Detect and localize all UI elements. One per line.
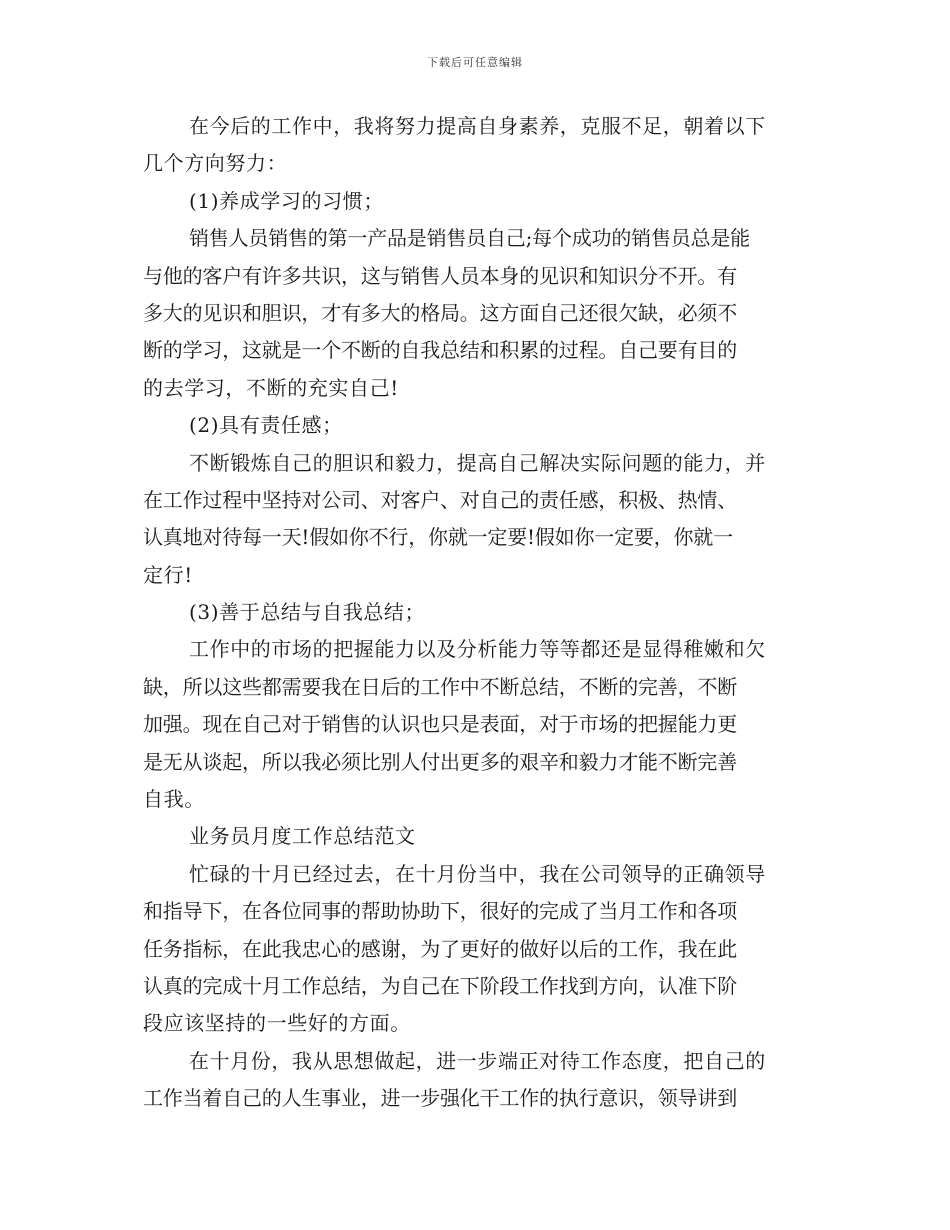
paragraph-line: 与他的客户有许多共识，这与销售人员本身的见识和知识分不开。有 <box>143 263 737 288</box>
paragraph-line: 在工作过程中坚持对公司、对客户、对自己的责任感，积极、热情、 <box>143 487 737 512</box>
list-heading: (3)善于总结与自我总结； <box>189 600 426 625</box>
paragraph-line: 断的学习，这就是一个不断的自我总结和积累的过程。自己要有目的 <box>143 338 737 363</box>
paragraph-line: 认真地对待每一天!假如你不行，你就一定要!假如你一定要，你就一 <box>143 525 733 550</box>
paragraph-line: 和指导下，在各位同事的帮助协助下，很好的完成了当月工作和各项 <box>143 899 737 924</box>
document-body <box>143 108 813 1118</box>
list-heading: (2)具有责任感； <box>189 413 343 438</box>
paragraph-line: 不断锻炼自己的胆识和毅力，提高自己解决实际问题的能力，并 <box>189 450 766 475</box>
list-heading: (1)养成学习的习惯； <box>189 188 384 213</box>
paragraph-line: 在今后的工作中，我将努力提高自身素养，克服不足，朝着以下 <box>189 114 766 138</box>
paragraph-line: 销售人员销售的第一产品是销售员自己;每个成功的销售员总是能 <box>189 226 750 251</box>
paragraph-line: 缺，所以这些都需要我在日后的工作中不断总结，不断的完善，不断 <box>143 674 737 699</box>
paragraph-line: 的去学习，不断的充实自己! <box>143 375 399 400</box>
paragraph-line: 是无从谈起，所以我必须比别人付出更多的艰辛和毅力才能不断完善 <box>143 749 737 774</box>
paragraph-line: 几个方向努力： <box>143 151 288 176</box>
paragraph-line: 定行! <box>143 562 193 587</box>
paragraph-line: 工作中的市场的把握能力以及分析能力等等都还是显得稚嫩和欠 <box>189 637 766 662</box>
paragraph-line: 在十月份，我从思想做起，进一步端正对待工作态度，把自己的 <box>189 1048 766 1073</box>
paragraph-line: 加强。现在自己对于销售的认识也只是表面，对于市场的把握能力更 <box>143 712 737 737</box>
paragraph-line: 多大的见识和胆识，才有多大的格局。这方面自己还很欠缺，必须不 <box>143 300 737 325</box>
section-title: 业务员月度工作总结范文 <box>189 824 416 849</box>
page-header: 下载后可任意编辑 <box>427 56 523 69</box>
paragraph-line: 认真的完成十月工作总结，为自己在下阶段工作找到方向，认准下阶 <box>143 973 737 998</box>
paragraph-line: 工作当着自己的人生事业，进一步强化干工作的执行意识，领导讲到 <box>143 1086 737 1111</box>
paragraph-line: 段应该坚持的一些好的方面。 <box>143 1011 411 1036</box>
paragraph-line: 自我。 <box>143 787 205 812</box>
paragraph-line: 任务指标，在此我忠心的感谢，为了更好的做好以后的工作，我在此 <box>143 936 737 961</box>
paragraph-line: 忙碌的十月已经过去，在十月份当中，我在公司领导的正确领导 <box>189 861 766 886</box>
